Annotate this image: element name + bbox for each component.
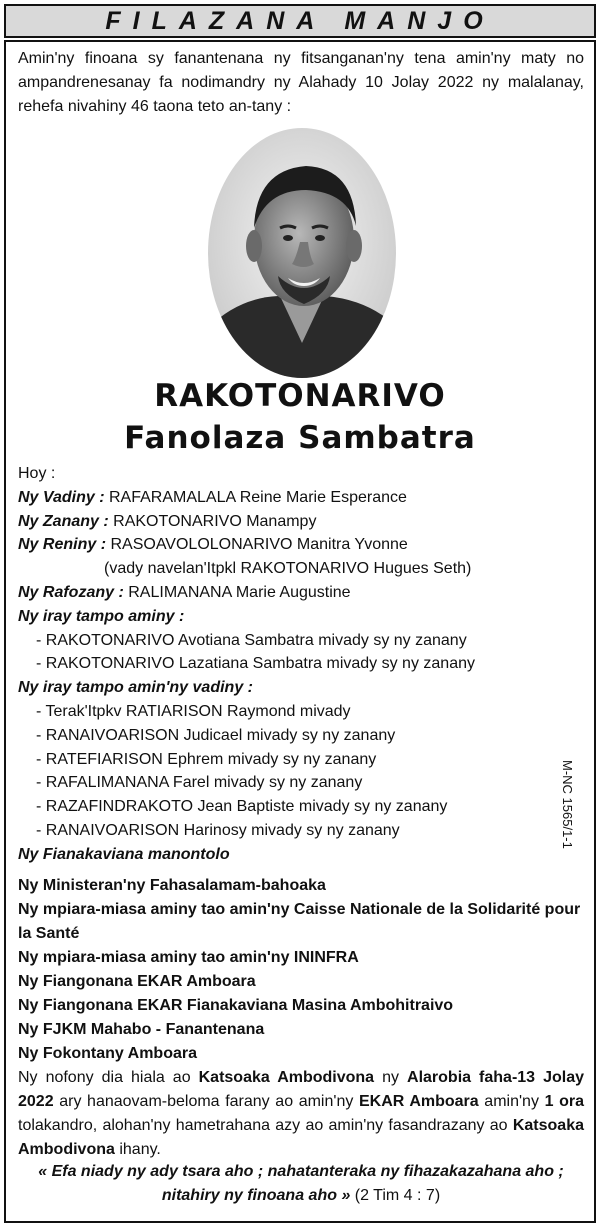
family-row-reniny: Ny Reniny : RASOAVOLOLONARIVO Manitra Yvonne — [18, 536, 408, 554]
list-item: - RAKOTONARIVO Avotiana Sambatra mivady sy ny zanany — [36, 631, 467, 649]
funeral-details: Ny nofony dia hiala ao Katsoaka Ambodivona ny Alarobia faha-13 Jolay 2022 ary hanaovam-beloma farany ao amin'ny EKAR Amboara amin'ny 1 ora tolakandro, alohan'ny hametrahana azy ao amin'ny fasandrazany ao Katsoaka Ambodivona ihany. — [18, 1069, 585, 1158]
list-item: - RANAIVOARISON Judicael mivady sy ny zanany — [36, 726, 396, 744]
bible-quote: « Efa niady ny ady tsara aho ; nahatanteraka ny fihazakazahana aho ; nitahiry ny finoana aho » (2 Tim 4 : 7) — [38, 1163, 564, 1204]
iray-tampo-vadiny-label: Ny iray tampo amin'ny vadiny : — [18, 679, 253, 697]
list-item: - RAKOTONARIVO Lazatiana Sambatra mivady sy ny zanany — [36, 655, 475, 673]
list-item: - RANAIVOARISON Harinosy mivady sy ny zanany — [36, 821, 400, 839]
organization-item: Ny Fokontany Amboara — [18, 1045, 197, 1062]
list-item: - RATEFIARISON Ephrem mivady sy ny zanany — [36, 750, 377, 768]
family-row-rafozany: Ny Rafozany : RALIMANANA Marie Augustine — [18, 583, 351, 601]
iray-tampo-label: Ny iray tampo aminy : — [18, 607, 185, 625]
hoy-label: Hoy : — [18, 465, 56, 482]
family-row-vadiny: Ny Vadiny : RAFARAMALALA Reine Marie Esperance — [18, 488, 407, 506]
portrait-photo — [208, 128, 396, 378]
organization-item: Ny Ministeran'ny Fahasalamam-bahoaka — [18, 877, 326, 894]
deceased-surname: RAKOTONARIVO — [154, 378, 446, 414]
notice-title: FILAZANA MANJO — [105, 6, 495, 35]
organization-item: Ny Fiangonana EKAR Fianakaviana Masina Ambohitraivo — [18, 997, 454, 1014]
organization-item: Ny mpiara-miasa aminy tao amin'ny ININFRA — [18, 949, 359, 966]
reference-code: M-NC 1565/1-1 — [560, 760, 575, 849]
organizations-list — [18, 874, 584, 1162]
family-row-reniny-note: (vady navelan'Itpkl RAKOTONARIVO Hugues Seth) — [104, 560, 472, 578]
deceased-given-names: Fanolaza Sambatra — [124, 420, 476, 456]
fianakaviana-label: Ny Fianakaviana manontolo — [18, 845, 230, 863]
organization-item: Ny FJKM Mahabo - Fanantenana — [18, 1021, 265, 1038]
notice-header — [4, 4, 596, 38]
intro-text: Amin'ny finoana sy fanantenana ny fitsanganan'ny tena amin'ny maty no ampandrenesanay fa nodimandry ny Alahady 10 Jolay 2022 ny malalanay, rehefa nivahiny 46 taona teto an-tany : — [18, 50, 584, 115]
list-item: - Terak'Itpkv RATIARISON Raymond mivady — [36, 702, 351, 720]
family-list — [18, 462, 538, 867]
family-row-zanany: Ny Zanany : RAKOTONARIVO Manampy — [18, 512, 317, 530]
portrait-illustration — [208, 128, 396, 378]
list-item: - RAFALIMANANA Farel mivady sy ny zanany — [36, 774, 363, 792]
list-item: - RAZAFINDRAKOTO Jean Baptiste mivady sy ny zanany — [36, 798, 448, 816]
organization-item: Ny Fiangonana EKAR Amboara — [18, 973, 256, 990]
organization-item: Ny mpiara-miasa aminy tao amin'ny Caisse Nationale de la Solidarité pour la Santé — [18, 901, 581, 942]
